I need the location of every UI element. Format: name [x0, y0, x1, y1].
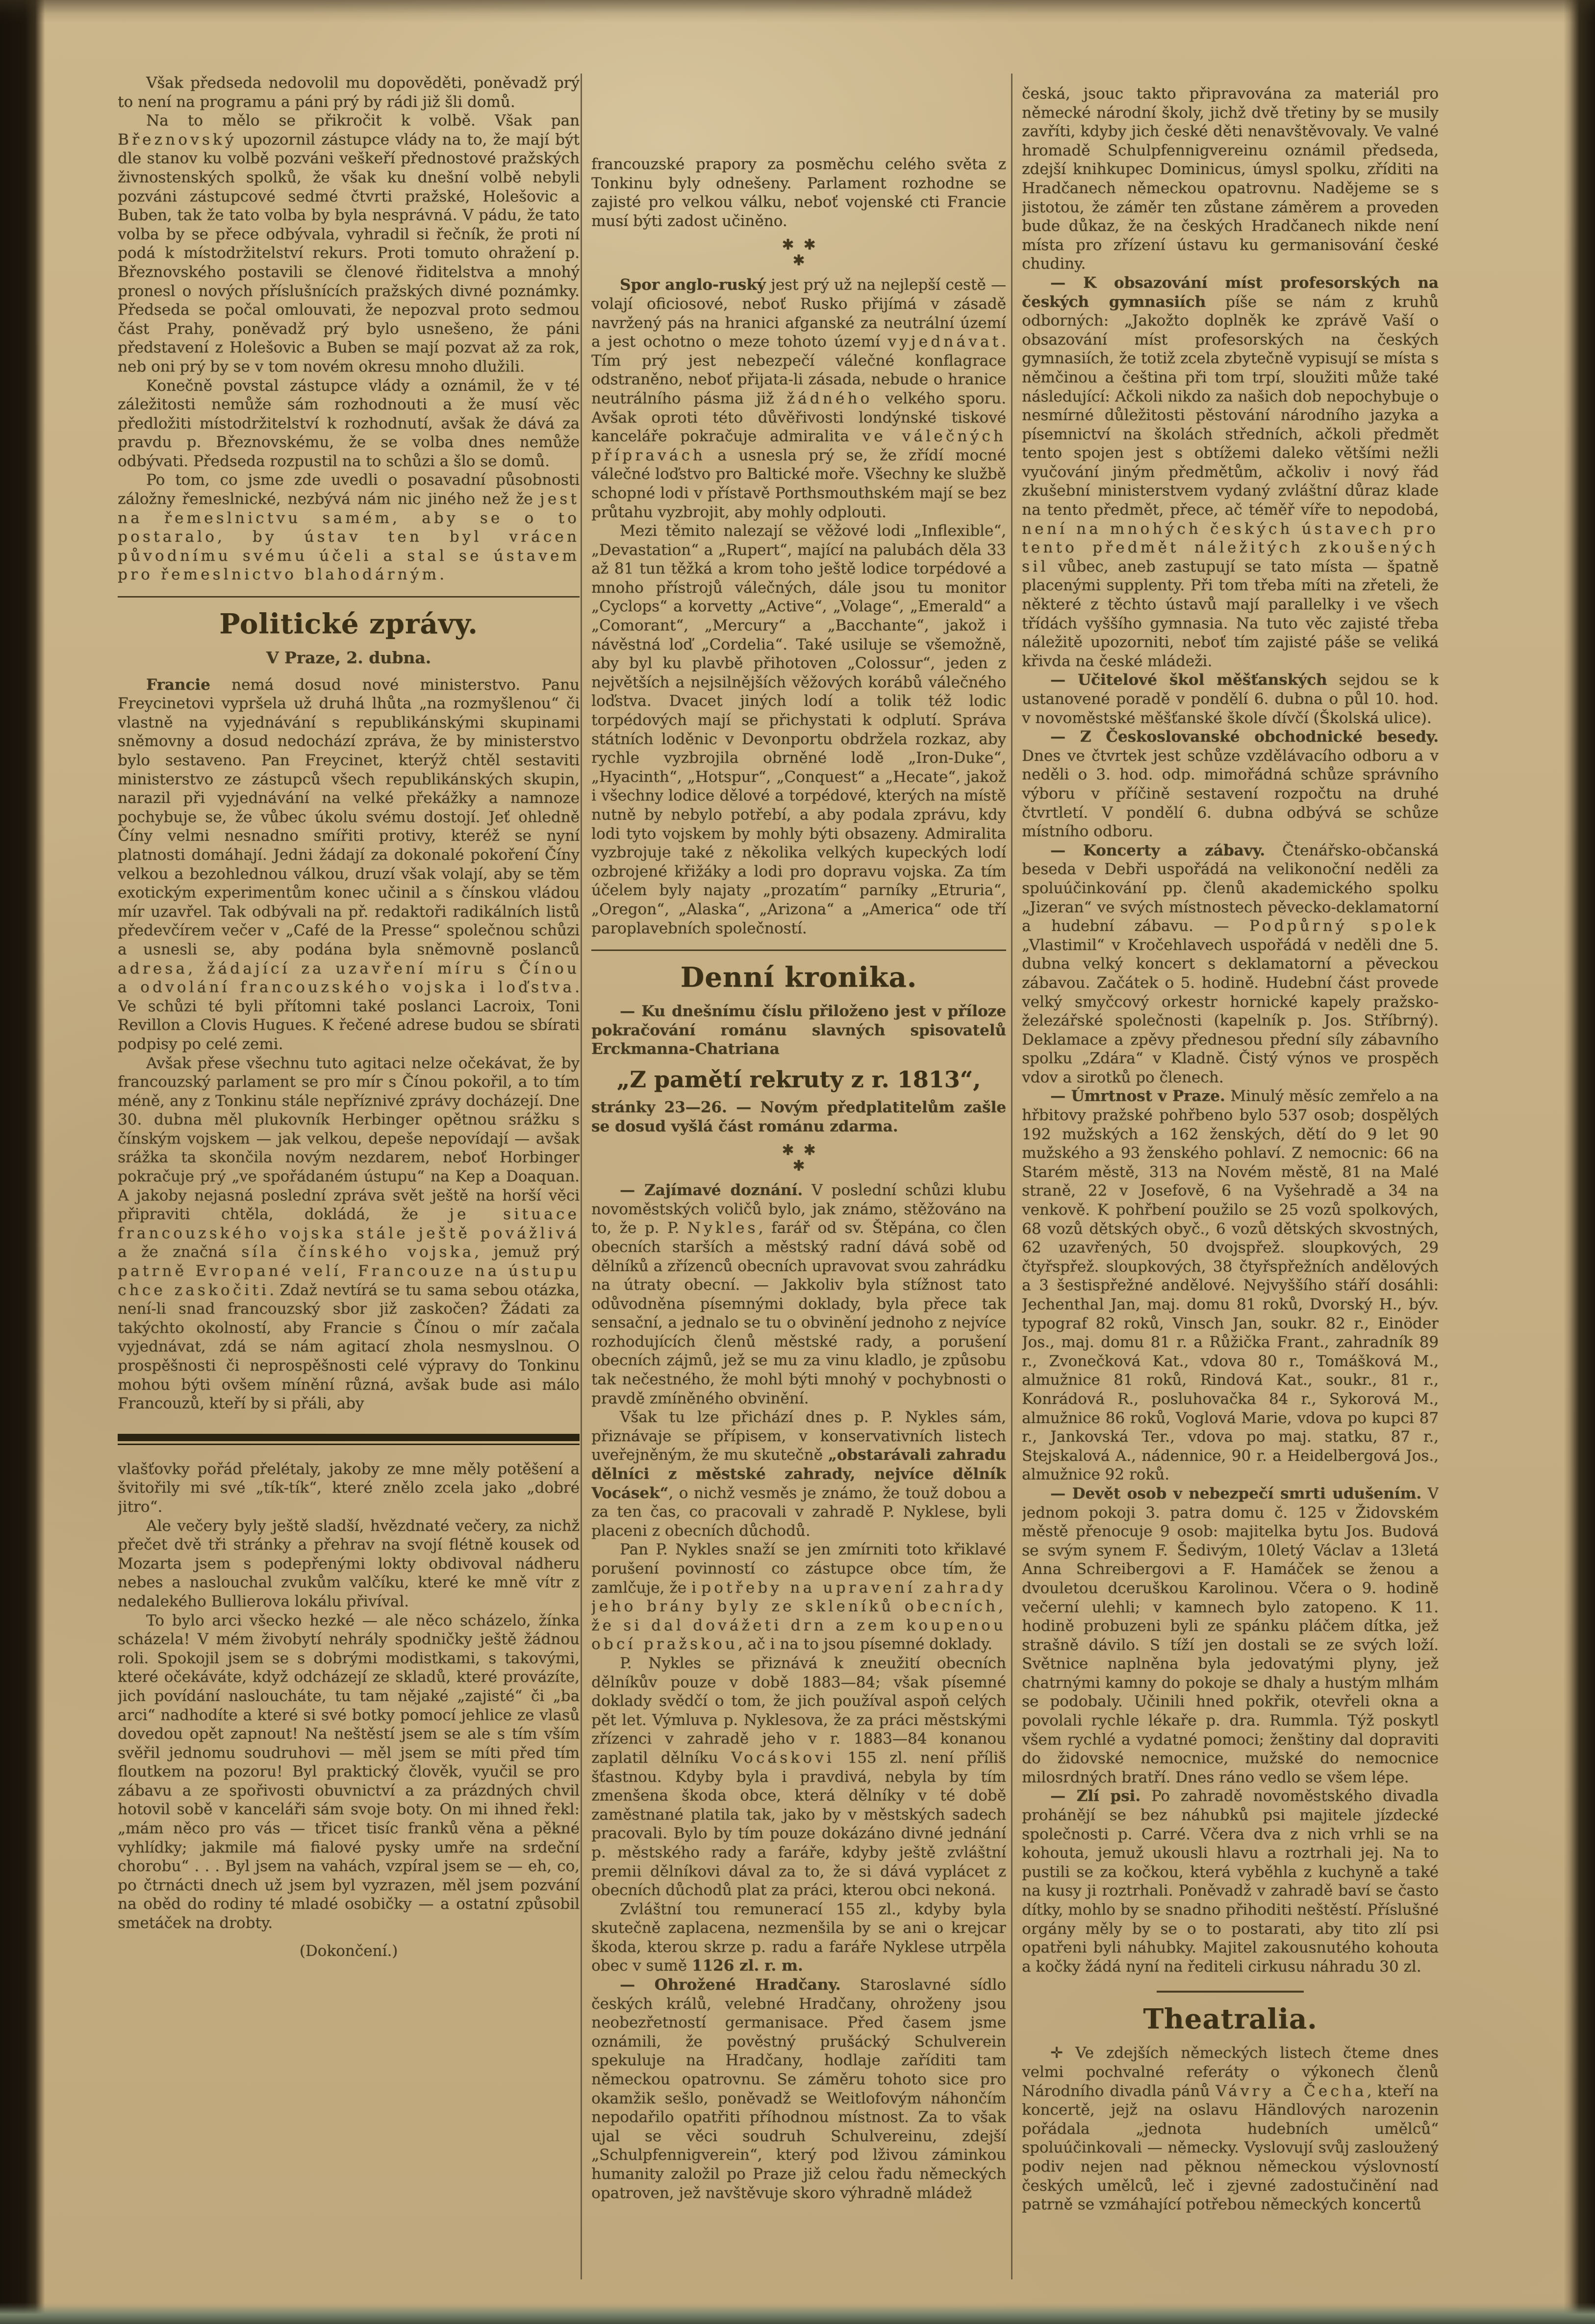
- emphasized-text: Vocáskovi: [731, 1749, 835, 1767]
- article-paragraph: [118, 471, 580, 584]
- news-item: [1022, 671, 1439, 727]
- news-item: [591, 1540, 1006, 1654]
- body-text: Staroslavné sídlo českých králů, velebné Hradčany, ohroženy jsou neobezřetností germanisace. Před časem jsme oznámili, že pověstný prušácký Schulverein spekuluje na Hradčany, hodlaje zaříditi tam německou opatrovnu. Se záměru tohoto sice pro okamžik sešlo, poněvadž se Weitlofovým náhončím nepodařilo opatřiti příhodnou místnost. Za to však ujal se věci soudruh Schulvereinu, zdejší „Schulpfennigverein“, který pod lživou záminkou humanity založil po Praze již celou řadu německých opatroven, jež navštěvuje skoro výhradně mládež: [591, 1976, 1006, 2202]
- bold-text: — Zlí psi.: [1050, 1787, 1141, 1805]
- news-item: [1022, 1787, 1439, 1976]
- body-text: Pan P. Nykles snaží se jen zmírniti toto křiklavé porušení povinností co zástupce obce tím, že zamlčuje, že i: [591, 1541, 1006, 1597]
- news-item: [1022, 727, 1439, 841]
- column-divider: [581, 74, 582, 2279]
- body-text: . Tím prý jest nebezpečí válečné konflagrace odstraněno, neboť přijata-li zásada, nebude o hranice neutrálního pásma již: [591, 333, 1006, 407]
- news-item: [591, 1900, 1006, 1975]
- body-text: V jednom pokoji 3. patra domu č. 125 v Židovském městě přenocuje 9 osob: majitelka bytu Jos. Budová se svým synem F. Šedivým, 10letý Václav a 13letá Anna Schreibergovi a F. Hamáček se ženou a dvouletou dceruškou Karolinou. Včera o 9. hodině večerní ulehli; v kamnech bylo zatopeno. K 11. hodině probuzeni byli ze spánku pláčem dítka, jež strašně dávilo. S tíží jen dostali se ze svých loží. Světnice naplněna byla jedovatými plyny, jež chatrnými kamny do pokoje se dhaly a hustým mlhám se podobaly. Učinili hned pokřik, otevřeli okna a povolali rychle lékaře p. dra. Rummla. Týž poskytl všem rychlé a vydatné pomoci; ženštiny dal dopraviti do židovské nemocnice, mužské do nemocnice milosrdných bratří. Dnes ráno vedlo se všem lépe.: [1022, 1484, 1439, 1786]
- emphasized-text: Vávry a Čecha: [1215, 2082, 1367, 2100]
- article-paragraph: [118, 1054, 580, 1413]
- section-rule: [591, 950, 1006, 951]
- body-text: Po zahradě novoměstského divadla prohánějí se bez náhubků psi majitele jízdecké společnosti p. Carré. Včera dva z nich vrhli se na kohouta, jemuž ukousli hlavu a roztrhali jej. Na to pustili se za kočkou, která vyběhla z kuchyně a také na kusy ji roztrhali. Poněvadž v zahradě baví se často dítky, mohlo by se snadno přihoditi neštěstí. Příslušné orgány měly by se o to postarati, aby tito zlí psi opatřeni byli náhubky. Majitel zakousnutého kohouta a kočky žádá nyní na řediteli cirkusu náhradu 30 zl.: [1022, 1787, 1439, 1975]
- bold-text: — Koncerty a zábavy.: [1050, 841, 1265, 859]
- section-heading-politicke-zpravy: Politické zprávy.: [219, 608, 478, 641]
- body-text: , ač i na to jsou písemné doklady.: [738, 1635, 992, 1653]
- body-text: Konečně povstal zástupce vlády a oznámil, že v té záležitosti nemůže sám rozhodnouti a že musí věc předložiti místodržitelství k rozhodnutí, avšak že dává za pravdu p. Březnovskému, že se volba dnes nemůže odbývati. Předseda rozpustil na to schůzi a šlo se domů.: [118, 376, 580, 470]
- body-text: vůbec, aneb zastupují se tato místa — špatně placenými supplenty. Při tom třeba míti na zřeteli, že některé z těchto ústavů mají parallelky i ve všech třídách vyššího gymnasia. Na tuto věc zajisté třeba náležitě upozorniti, neboť tím zajisté páše se veliká křivda na české mládeži.: [1022, 557, 1439, 670]
- body-text: „Vlastimil“ v Kročehlavech uspořádá v neděli dne 5. dubna velký koncert s deklamatorní a pěveckou zábavou. Začátek o 5. hodině. Hudební část provede velký smyčcový orkestr hornické kapely pražsko-železářské společnosti (kapelník p. Jos. Stříbrný). Deklamace a zpěvy přednesou přední síly zábavního spolku „Zdára“ v Kladně. Čistý výnos ve prospěch vdov a sirotků po členech.: [1022, 936, 1439, 1086]
- body-text: , jemuž prý: [474, 1243, 580, 1261]
- news-item: [591, 1654, 1006, 1900]
- body-text: Mezi těmito nalezají se věžové lodi „Inflexible“, „Devastation“ a „Rupert“, mající na palubách děla 33 až 81 tun těžká a krom toho ještě lodice torpédové a mnoho přístrojů válečných, dále jsou tu monitor „Cyclops“ a korvetty „Active“, „Volage“, „Emerald“ a „Comorant“, „Mercury“ a „Bacchante“, jakož i návěstná loď „Cordelia“. Také usiluje se všemožně, aby byl ku plavbě přihotoven „Colossur“, jeden z největších a nejsilnějších věžových korábů válečného loďstva. Dvacet jiných lodí a tolik též lodic torpédových mají se přichystati k odplutí. Správa státních loděnic v Devonportu obdržela rozkaz, aby rychle vyzbrojila obrněné lodě „Iron-Duke“, „Hyacinth“, „Hotspur“, „Conquest“ a „Hecate“, jakož i všechny lodice dělové a torpédové, kterých na místě nutně by nebylo potřebí, a aby podala zprávu, kdy lodi tyto vojskem by mohly býti obsazeny. Admiralita vyzbrojuje také z několika velkých kupeckých lodí ozbrojené křižáky a lodi pro dopravu vojska. Za tím účelem byly najaty „prozatím“ parníky „Etruria“, „Oregon“, „Alaska“, „Arizona“ a „America“ ode tří paroplavebních společností.: [591, 522, 1006, 937]
- serial-novel-title: „Z pamětí rekruty z r. 1813“,: [616, 1066, 981, 1093]
- body-text: a že značná: [118, 1243, 242, 1261]
- bold-text: 1126 zl. r. m.: [691, 1957, 803, 1975]
- feuilleton-ending: (Dokončení.): [299, 1942, 398, 1960]
- body-text: Po tom, co jsme zde uvedli o posavadní působnosti záložny řemeslnické, nezbývá nám nic jiného než že: [118, 471, 580, 508]
- news-item: [1022, 841, 1439, 1087]
- body-text: ✛ Ve zdejších německých listech čteme dnes velmi pochvalné referáty o výkonech členů Národního divadla pánů: [1022, 2044, 1439, 2100]
- bold-text: — Ohrožené Hradčany.: [620, 1976, 841, 1994]
- section-rule-short: [1157, 1991, 1304, 1993]
- news-item: [1022, 274, 1439, 671]
- asterism: ✱ ✱ ✱: [782, 1142, 816, 1175]
- article-paragraph: [118, 376, 580, 471]
- body-text: 155 zl. není příliš šťastnou. Kdyby byla i pravdivá, nebyla by tím zmenšena škoda obce, která dělníky v té době zaměstnané platila tak, jako by v městských sadech pracovali. Bylo by tím pouze dokázáno divné jednání p. městského rady a faráře, kdyby ještě zvláštní premii dělníkovi dával za to, že si dává vyplácet z obecních důchodů plat za práci, kterou obci nekoná.: [591, 1749, 1006, 1899]
- scan-border-right: [1564, 0, 1595, 2324]
- body-text: , kteří na koncertě, jejž na oslavu Händlových narozenin pořádala „jednota hudebních umělců“ spoluúčinkovali — německy. Vyslovují svůj zasloužený podiv nejen nad pěknou německou výslovností českých umělců, leč i zjevné zadostučinění nad patrně se vzmáhající potřebou německých koncertů: [1022, 2082, 1439, 2214]
- body-text: Minulý měsíc zemřelo a na hřbitovy pražské pohřbeno bylo 537 osob; dospělých 192 mužských a 162 ženských, dětí do 9 let 90 mužského a 93 ženského pohlaví. Z nemocnic: 66 na Starém městě, 313 na Novém městě, 81 na Malé straně, 22 v Josefově, 6 na Vyšehradě a 34 na venkově. K pohřbení použilo se 25 vozů spolkových, 68 vozů dětských obyč., 6 vozů dětských skvostných, 62 uzavřených, 50 dvojspřež. sloupkových, 29 čtyřspřež. sloupkových, 38 čtyřspřežních andělových a 3 šestispřežné andělové. Nejvyššího stáří dosáhli: Jechenthal Jan, maj. domu 81 roků, Dvorský H., býv. typograf 82 roků, Vinsch Jan, soukr. 82 r., Einöder Jos., maj. domu 81 r. a Růžička Frant., zahradník 89 r., Zvonečková Kat., vdova 80 r., Tomášková M., almužnice 81 roků, Rindová Kat., soukr., 81 r., Konrádová R., posluhovačka 84 r., Sykorová M., almužnice 86 roků, Voglová Marie, vdova po kupci 87 r., Jankovská Ter., vdova po maj. statku, 87 r., Stejskalová A., nádennice, 90 r. a Heidelbergová Jos., almužnice 92 roků.: [1022, 1087, 1439, 1484]
- bold-text: Francie: [146, 675, 210, 694]
- section-heading-denni-kronika: Denní kronika.: [680, 961, 917, 994]
- body-text: , o nichž vesměs je známo, že touž dobou a za ten čas, co pracovali v zahradě P. Nyklese, byli placeni z obecních důchodů.: [591, 1484, 1006, 1540]
- bold-text: — Učitelové škol měšťanských: [1050, 671, 1327, 689]
- body-text: francouzské prapory za posměchu celého světa z Tonkinu byly odnešeny. Parlament rozhodne se zajisté pro velkou válku, neboť vojenské cti Francie musí býti zadost učiněno.: [591, 155, 1006, 230]
- scan-border-top: [0, 0, 1595, 23]
- body-text: Ale večery byly ještě sladší, hvězdnaté večery, za nichž přečet dvě tři stránky a přehrav na svojí flétně kousek od Mozarta jsem s podepřenými lokty obdivoval nádheru nebes a naslouchal zvukům valčíku, které ke mně vítr z nedalekého Bullierova lokálu přivíval.: [118, 1517, 580, 1610]
- emphasized-text: jest na řemeslnictvu samém, aby se o to postaralo, by ústav ten byl vrácen původnímu svému účeli a stal se ústavem pro řemeslnictvo blahodárným.: [118, 490, 580, 584]
- article-paragraph: [591, 522, 1006, 938]
- body-text: P. Nykles se přiznává k zneužití obecních dělníkův pouze v době 1883—84; však písemné doklady svědčí o tom, že jich používal aspoň celých pět let. Výmluva p. Nyklesova, že za práci městskými zřízenci v zahradě jeho v r. 1883—84 konanou zaplatil dělníku: [591, 1654, 1006, 1767]
- emphasized-text: adresa, žádající za uzavření míru s Čínou a odvolání francouzského vojska i loďstva: [118, 959, 580, 997]
- body-text: a usnesla prý se, že zřídí mocné válečné loďstvo pro Baltické moře. Všechny ke službě schopné lodi v přístavě Porthsmouthském mají se bez průtahu vyzbrojit, aby mohly odplouti.: [591, 446, 1006, 521]
- article-paragraph: [591, 275, 1006, 522]
- newspaper-column-2: [591, 155, 1006, 2209]
- body-text: . Ve schůzi té byli přítomni také poslanci Lacroix, Toni Revillon a Clovis Hugues. K řečené adrese budou se sbírati podpisy po celé zemi.: [118, 978, 580, 1053]
- body-text: nemá dosud nové ministerstvo. Panu Freycinetovi vypršela už druhá lhůta „na rozmyšlenou“ či vlastně na vyjednávání s republikánskými skupinami sněmovny a dosud nedochází zpráva, že by ministerstvo bylo sestaveno. Pan Freycinet, kterýž chtěl sestaviti ministerstvo ze zástupců všech republikánských skupin, narazil při vyjednávání na velké překážky a namnoze pochybuje se, že vůbec úkolu svému dostojí. Jeť ohledně Číny velmi nesnadno smířiti protivy, kteréž se nyní platnosti domáhají. Jedni žádají za dokonalé pokoření Číny velkou a bezohlednou válkou, druzí však volají, aby se těm exotickým experimentům konec učinil a s čínskou vládou mír uzavřel. Tak odbývali na př. redaktoři radikálních listů předevčírem večer v „Café de la Presse“ společnou schůzi a usnesli se, aby podána byla sněmovně poslanců: [118, 675, 580, 958]
- emphasized-text: je situace francouzského vojska stále ještě povážlivá: [118, 1205, 580, 1242]
- body-text: velkého sporu. Avšak oproti této důvěřivosti londýnské tiskové kanceláře pokračuje admiralita: [591, 389, 1006, 446]
- section-rule: [118, 596, 580, 598]
- theatre-item: [1022, 2044, 1439, 2214]
- news-item: [1022, 84, 1439, 274]
- body-text: upozornil zástupce vlády na to, že mají být dle stanov ku volbě pozváni veškeří přednostové pražských živnostenských spolků, že však ku dnešní volbě nebyli pozváni zástupcové sedmé čtvrti pražské, Holešovic a Buben, tak že tato volba by byla nesprávná. V pádu, že tato volba by se přece odbývala, vyhradil si řečník, že proti ní podá k místodržitelství rekurs. Proti tomuto ohražení p. Březnovského postavili se členové řiditelstva a mnohý pronesl o nových příslušnících pražských divné poznámky. Předseda se počal omlouvati, že nepozval proto sedmou část Prahy, poněvadž prý bylo usnešeno, že páni představení z Holešovic a Buben se mají pozvat až za rok, neb oni prý by se v tom novém okresu mnoho dlužili.: [118, 130, 580, 375]
- emphasized-text: potřeby na upravení zahrady jeho brány byly ze skleníků obecních, že si dal dovážeti drn a zem koupenou obcí pražskou: [591, 1578, 1006, 1653]
- news-item: [591, 1408, 1006, 1540]
- body-text: . Zdaž nevtírá se tu sama sebou otázka, není-li snad francouzský sbor již zaskočen? Žádati za takýchto okolností, aby Francie s Čínou o mír začala vyjednávat, zdá se nám agitací zhola nesmyslnou. O prospěšnosti či neprospěšnosti celé výpravy do Tonkinu mohou býti ovšem mínění různá, avšak bude asi málo Francouzů, kteří by si přáli, aby: [118, 1281, 580, 1413]
- feuilleton-paragraph: [118, 1517, 580, 1611]
- column-divider: [1011, 74, 1013, 2279]
- body-text: Dnes ve čtvrtek jest schůze vzdělávacího odboru a v neděli o 3. hod. odp. mimořádná schůze správního výboru v příčině sestavení rozpočtu na druhé čtvrtletí. V pondělí 6. dubna odbývá se schůze místního odboru.: [1022, 747, 1439, 841]
- emphasized-text: patrně Evropané velí, Francouze na ústupu chce zaskočiti: [118, 1262, 580, 1299]
- news-item: [1022, 1087, 1439, 1484]
- emphasized-text: žádného: [786, 389, 873, 407]
- asterism: ✱ ✱ ✱: [782, 236, 816, 270]
- body-text: To bylo arci všecko hezké — ale něco scházelo, žínka scházela! V mém živobytí nehrály spodničky ještě žádnou roli. Spokojil jsem se s dobrými modistkami, s takovými, které očekáváte, když odcházejí ze skladů, které provázíte, jich povídání nasloucháte, tu tam nějaké „zajisté“ či „ba arci“ nadhodíte a které si své botky pomocí jehlice ze vlasů dovedou opět zapnout! Na neštěstí jsem se ale s tím vším svěřil jednomu soudruhovi — měl jsem se míti před tím floutkem na pozoru! Byl praktický člověk, vyučil se pro zábavu a ze spořivosti obuvnictví a za prázdných chvil hotovil sobě v kanceláři sám svoje boty. On mi ihned řekl: „mám něco pro vás — třicet tisíc franků věna a pěkné vyhlídky; jakmile má fialové pysky umře na srdeční chorobu“ . . . Byl jsem na vahách, vzpíral jsem se — eh, co, po čtrnácti dnech už jsem byl vyzrazen, měl jsem pozvání na oběd do rodiny té mladé osobičky — a ostatní způsobil smetáček na drobty.: [118, 1611, 580, 1932]
- body-text: píše se nám z kruhů odborných: „Jakožto doplněk ke zprávě Vaší o obsazování míst profesorských na českých gymnasiích, že totiž zcela zbytečně vypisují se místa s němčinou a čeština při tom trpí, sloužiti může také následující: Ačkoli nikdo za našich dob nepochybuje o nesmírné důležitosti pěstování národního jazyka a písemnictví na školách středních, ačkoli předmět tento spojen jest s obtížemi daleko většími nežli vyučování jiným předmětům, ačkoliv i nový řád zkušební ministerstvem vydaný zvláštní důraz klade na tento předmět, přece, ač téměř víře to nepodobá,: [1022, 293, 1439, 519]
- body-text: Zvláštní tou remunerací 155 zl., kdyby byla skutečně zaplacena, nezmenšila by se ani o krejcar škoda, kterou skrze p. radu a faráře Nyklese utrpěla obec v sumě: [591, 1900, 1006, 1975]
- section-heading-theatralia: Theatralia.: [1143, 2003, 1317, 2036]
- body-text: Však tu lze přichází dnes p. P. Nykles sám, přiznávaje se přípisem, v konservativních listech uveřejněným, že mu skutečně: [591, 1408, 1006, 1464]
- article-paragraph: [118, 675, 580, 1054]
- body-text: Na to mělo se přikročit k volbě. Však pan: [146, 112, 580, 130]
- bold-text: — Devět osob v nebezpečí smrti udušením.: [1050, 1484, 1422, 1502]
- article-paragraph: [118, 74, 580, 111]
- bold-text: — Ku dnešnímu číslu přiloženo jest v příloze pokračování románu slavných spisovatelů Erckmanna-Chatriana: [591, 1002, 1006, 1058]
- feuilleton-separator: [118, 1434, 580, 1446]
- body-text: Avšak přese všechnu tuto agitaci nelze očekávat, že by francouzský parlament se pro mír s Čínou pokořil, a to tím méně, any z Tonkinu stále nepříznivé zprávy docházejí. Dne 30. dubna měl plukovník Herbinger opětnou srážku s čínským vojskem — jak velkou, depeše nepovídají — avšak srážka ta skončila novým nezdarem, neboť Horbinger pokračuje prý „ve spořádaném ústupu“ na Kep a Doaquan. A jakoby nejasná poslední zpráva svět ještě na horší věci připraviti chtěla, dokládá, že: [118, 1054, 580, 1224]
- bold-text: — Zajímavé doznání.: [620, 1181, 803, 1199]
- body-text: česká, jsouc takto připravována za materiál pro německé národní školy, jichž dvě třetiny by se musily zavříti, kdyby jich české děti nenavštěvovaly. Ve valné hromadě Schulpfennigvereinu oznámil předseda, zdejší knihkupec Dominicus, úmysl spolku, zříditi na Hradčanech německou opatrovnu. Nadějeme se s jistotou, že záměr ten zůstane záměrem a proveden bude důkaz, že na českých Hradčanech nikde není místa pro zřízení ústavu ku germanisování české chudiny.: [1022, 85, 1439, 273]
- article-paragraph: [591, 155, 1006, 230]
- body-text: Čtenářsko-občanská beseda v Debři uspořádá na velikonoční neděli za spoluúčinkování pp. členů akademického spolku „Jizeran“ ve svých místnostech pěvecko-deklamatorní a hudební zábavu. —: [1022, 841, 1439, 935]
- bold-text: — Z Českoslovanské obchodnické besedy.: [1050, 728, 1439, 746]
- emphasized-text: není na mnohých českých ústavech pro tento předmět náležitých zkoušených sil: [1022, 520, 1439, 575]
- emphasized-text: Nykles: [687, 1219, 759, 1237]
- dateline: V Praze, 2. dubna.: [266, 648, 431, 668]
- body-text: Však předseda nedovolil mu dopověděti, poněvadž prý to není na programu a páni prý by rádi již šli domů.: [118, 74, 580, 111]
- body-text: V poslední schůzi klubu novoměstských voličů bylo, jak známo, stěžováno na to, že p. P.: [591, 1181, 1006, 1237]
- supplement-notice: [591, 1098, 1006, 1136]
- bold-text: stránky 23—26. — Novým předplatitelům zašle se dosud vyšlá část románu zdarma.: [591, 1098, 1006, 1135]
- bold-text: — K obsazování míst profesorských na českých gymnasiích: [1022, 274, 1439, 311]
- news-item: [1022, 1484, 1439, 1787]
- emphasized-text: ve válečných přípravách: [591, 427, 1006, 464]
- news-item: [591, 1181, 1006, 1408]
- emphasized-text: Podpůrný spolek: [1249, 917, 1439, 935]
- news-item: [591, 1975, 1006, 2202]
- emphasized-text: síla čínského vojska: [241, 1243, 475, 1261]
- scan-border-bottom: [0, 2302, 1595, 2324]
- bold-text: Spor anglo-ruský: [620, 276, 766, 294]
- bold-text: — Úmrtnost v Praze.: [1050, 1087, 1225, 1105]
- feuilleton-paragraph: [118, 1611, 580, 1933]
- body-text: sejdou se k ustanovené poradě v pondělí 6. dubna o půl 10. hod. v novoměstské měšťanské škole dívčí (Školská ulice).: [1022, 671, 1439, 727]
- emphasized-text: vyjednávat: [887, 333, 1002, 351]
- feuilleton-paragraph: [118, 1460, 580, 1517]
- supplement-notice: [591, 1002, 1006, 1059]
- article-paragraph: [118, 111, 580, 376]
- scan-border-left: [0, 0, 45, 2324]
- bold-text: „obstarávali zahradu dělníci z městské zahrady, nejvíce dělník Vocásek“: [591, 1446, 1006, 1502]
- emphasized-text: Březnovský: [118, 130, 237, 149]
- body-text: jest prý už na nejlepší cestě — volají oficiosové, neboť Rusko přijímá v zásadě navržený pás na hranici afganské za neutrální území a jest ochotno o meze tohoto území: [591, 276, 1006, 351]
- newspaper-column-1: [118, 74, 580, 2273]
- body-text: vlašťovky pořád přelétaly, jakoby ze mne měly potěšení a švitořily mi své „tík-tík“, které znělo zcela jako „dobré jitro“.: [118, 1460, 580, 1516]
- newspaper-column-3: [1022, 84, 1439, 2251]
- body-text: , farář od sv. Štěpána, co člen obecních starších a městský radní dává sobě od dělníků a zřízenců obecních upravovat svou zahrádku na útraty obecní. — Jakkoliv byla stížnost tato odůvodněna písemnými doklady, byla přece tak sensační, a jednalo se tu o obvinění jednoho z nejvíce rozhodujících členů městské rady, a porušení obecních zájmů, jež se mu za vinu kladlo, je způsobu tak nečestného, že mohl býti mnohý v pochybnosti o pravdě zmíněného obvinění.: [591, 1219, 1006, 1407]
